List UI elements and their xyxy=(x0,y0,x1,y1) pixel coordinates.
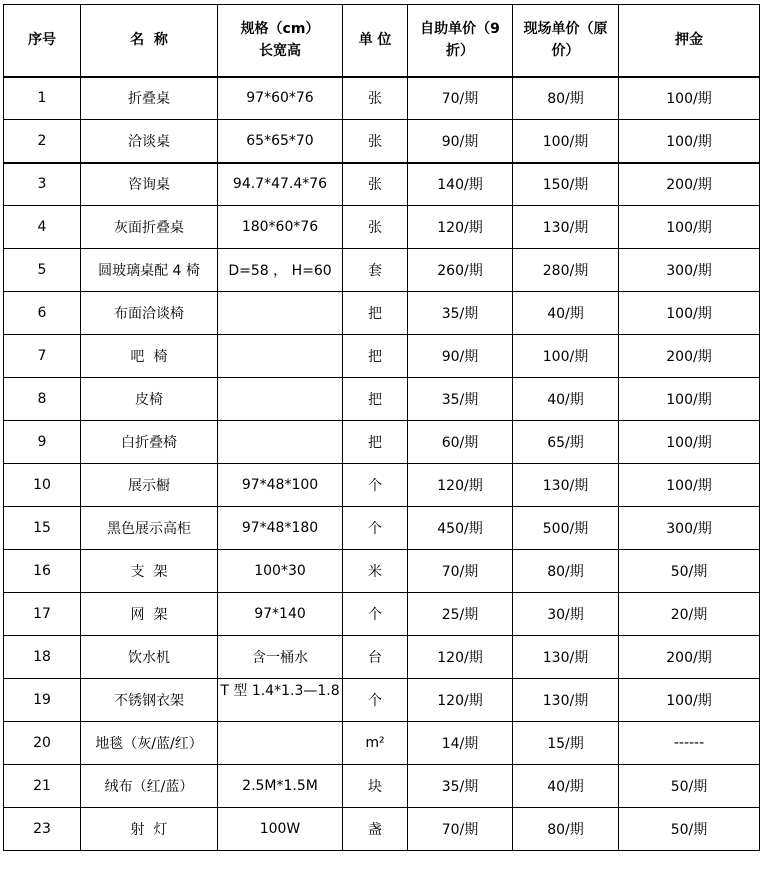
cell-name: 地毯（灰/蓝/红） xyxy=(81,722,218,765)
header-deposit: 押金 xyxy=(619,5,760,77)
cell-no: 2 xyxy=(4,120,81,163)
cell-onsite-price: 130/期 xyxy=(513,464,619,507)
cell-self-price: 120/期 xyxy=(408,464,513,507)
cell-self-price: 120/期 xyxy=(408,679,513,722)
cell-deposit: 100/期 xyxy=(619,378,760,421)
cell-deposit: 300/期 xyxy=(619,249,760,292)
cell-onsite-price: 40/期 xyxy=(513,292,619,335)
cell-self-price: 120/期 xyxy=(408,206,513,249)
table-row xyxy=(4,335,760,378)
cell-unit: 张 xyxy=(343,206,408,249)
cell-self-price: 60/期 xyxy=(408,421,513,464)
cell-onsite-price: 30/期 xyxy=(513,593,619,636)
cell-unit: 张 xyxy=(343,163,408,206)
cell-unit: 套 xyxy=(343,249,408,292)
cell-spec: 100*30 xyxy=(218,550,343,593)
table-row xyxy=(4,378,760,421)
cell-onsite-price: 65/期 xyxy=(513,421,619,464)
header-self-price: 自助单价（9折） xyxy=(408,5,513,77)
cell-unit: 张 xyxy=(343,77,408,120)
cell-deposit: 100/期 xyxy=(619,464,760,507)
cell-name: 圆玻璃桌配 4 椅 xyxy=(81,249,218,292)
cell-no: 17 xyxy=(4,593,81,636)
header-spec-line2: 长宽高 xyxy=(259,43,301,60)
cell-spec: 65*65*70 xyxy=(218,120,343,163)
cell-onsite-price: 100/期 xyxy=(513,335,619,378)
header-unit: 单 位 xyxy=(343,5,408,77)
cell-deposit: 50/期 xyxy=(619,808,760,851)
cell-onsite-price: 500/期 xyxy=(513,507,619,550)
cell-spec xyxy=(218,421,343,464)
cell-no: 6 xyxy=(4,292,81,335)
cell-no: 16 xyxy=(4,550,81,593)
cell-spec: 2.5M*1.5M xyxy=(218,765,343,808)
cell-self-price: 90/期 xyxy=(408,120,513,163)
table-row xyxy=(4,679,760,722)
cell-self-price: 70/期 xyxy=(408,550,513,593)
header-row xyxy=(4,5,760,77)
cell-onsite-price: 80/期 xyxy=(513,77,619,120)
cell-onsite-price: 130/期 xyxy=(513,636,619,679)
cell-name: 折叠桌 xyxy=(81,77,218,120)
cell-name: 展示橱 xyxy=(81,464,218,507)
cell-no: 4 xyxy=(4,206,81,249)
cell-deposit: 100/期 xyxy=(619,120,760,163)
cell-spec: 97*48*180 xyxy=(218,507,343,550)
cell-self-price: 35/期 xyxy=(408,765,513,808)
cell-unit: 个 xyxy=(343,593,408,636)
cell-spec: 94.7*47.4*76 xyxy=(218,163,343,206)
cell-spec: 含一桶水 xyxy=(218,636,343,679)
table-row xyxy=(4,722,760,765)
cell-no: 21 xyxy=(4,765,81,808)
cell-deposit: 300/期 xyxy=(619,507,760,550)
cell-name: 白折叠椅 xyxy=(81,421,218,464)
cell-name: 灰面折叠桌 xyxy=(81,206,218,249)
table-row xyxy=(4,765,760,808)
cell-spec: D=58 ， H=60 xyxy=(218,249,343,292)
cell-self-price: 14/期 xyxy=(408,722,513,765)
cell-deposit: 100/期 xyxy=(619,679,760,722)
cell-no: 8 xyxy=(4,378,81,421)
cell-name: 绒布（红/蓝） xyxy=(81,765,218,808)
cell-spec xyxy=(218,335,343,378)
header-spec xyxy=(218,5,343,77)
cell-spec xyxy=(218,292,343,335)
cell-onsite-price: 80/期 xyxy=(513,808,619,851)
cell-self-price: 70/期 xyxy=(408,77,513,120)
table-row xyxy=(4,292,760,335)
cell-self-price: 90/期 xyxy=(408,335,513,378)
cell-self-price: 35/期 xyxy=(408,292,513,335)
table-row xyxy=(4,636,760,679)
table-row xyxy=(4,206,760,249)
cell-deposit: 100/期 xyxy=(619,421,760,464)
table-row xyxy=(4,507,760,550)
cell-unit: 盏 xyxy=(343,808,408,851)
table-row xyxy=(4,808,760,851)
table-row xyxy=(4,421,760,464)
header-spec-line1: 规格（cm） xyxy=(240,21,320,38)
cell-no: 15 xyxy=(4,507,81,550)
cell-onsite-price: 15/期 xyxy=(513,722,619,765)
cell-deposit: 200/期 xyxy=(619,335,760,378)
cell-onsite-price: 100/期 xyxy=(513,120,619,163)
cell-unit: 把 xyxy=(343,378,408,421)
cell-onsite-price: 130/期 xyxy=(513,679,619,722)
cell-deposit: 100/期 xyxy=(619,77,760,120)
cell-onsite-price: 280/期 xyxy=(513,249,619,292)
cell-name: 黑色展示高柜 xyxy=(81,507,218,550)
cell-no: 19 xyxy=(4,679,81,722)
cell-onsite-price: 40/期 xyxy=(513,378,619,421)
cell-name: 网 架 xyxy=(81,593,218,636)
cell-self-price: 260/期 xyxy=(408,249,513,292)
table-row xyxy=(4,550,760,593)
rental-price-table xyxy=(3,4,760,851)
cell-no: 7 xyxy=(4,335,81,378)
cell-name: 饮水机 xyxy=(81,636,218,679)
table-row xyxy=(4,249,760,292)
cell-spec: 180*60*76 xyxy=(218,206,343,249)
cell-name: 不锈钢衣架 xyxy=(81,679,218,722)
header-name xyxy=(81,5,218,77)
cell-deposit: 100/期 xyxy=(619,292,760,335)
cell-deposit: 20/期 xyxy=(619,593,760,636)
cell-spec xyxy=(218,722,343,765)
cell-unit: m² xyxy=(343,722,408,765)
cell-spec xyxy=(218,679,343,722)
cell-no: 1 xyxy=(4,77,81,120)
cell-no: 5 xyxy=(4,249,81,292)
cell-name: 射 灯 xyxy=(81,808,218,851)
cell-self-price: 450/期 xyxy=(408,507,513,550)
cell-unit: 米 xyxy=(343,550,408,593)
cell-unit: 把 xyxy=(343,292,408,335)
cell-onsite-price: 130/期 xyxy=(513,206,619,249)
cell-self-price: 140/期 xyxy=(408,163,513,206)
cell-spec xyxy=(218,378,343,421)
cell-unit: 个 xyxy=(343,464,408,507)
cell-deposit: 50/期 xyxy=(619,765,760,808)
cell-self-price: 120/期 xyxy=(408,636,513,679)
cell-spec: 97*48*100 xyxy=(218,464,343,507)
cell-deposit: 100/期 xyxy=(619,206,760,249)
header-onsite-price: 现场单价（原价） xyxy=(513,5,619,77)
cell-name: 咨询桌 xyxy=(81,163,218,206)
cell-unit: 把 xyxy=(343,421,408,464)
cell-deposit: 50/期 xyxy=(619,550,760,593)
cell-deposit: 200/期 xyxy=(619,636,760,679)
cell-name: 皮椅 xyxy=(81,378,218,421)
cell-no: 23 xyxy=(4,808,81,851)
cell-onsite-price: 40/期 xyxy=(513,765,619,808)
cell-unit: 个 xyxy=(343,679,408,722)
cell-no: 3 xyxy=(4,163,81,206)
cell-unit: 把 xyxy=(343,335,408,378)
cell-spec: 100W xyxy=(218,808,343,851)
cell-no: 10 xyxy=(4,464,81,507)
cell-deposit: 200/期 xyxy=(619,163,760,206)
table-row xyxy=(4,464,760,507)
header-no: 序号 xyxy=(4,5,81,77)
cell-spec: 97*140 xyxy=(218,593,343,636)
table-row xyxy=(4,163,760,206)
cell-unit: 台 xyxy=(343,636,408,679)
cell-name: 支 架 xyxy=(81,550,218,593)
cell-name: 洽谈桌 xyxy=(81,120,218,163)
cell-name: 吧 椅 xyxy=(81,335,218,378)
table-row xyxy=(4,593,760,636)
cell-spec: 97*60*76 xyxy=(218,77,343,120)
cell-onsite-price: 150/期 xyxy=(513,163,619,206)
cell-onsite-price: 80/期 xyxy=(513,550,619,593)
cell-deposit: ------ xyxy=(619,722,760,765)
cell-self-price: 25/期 xyxy=(408,593,513,636)
cell-unit: 个 xyxy=(343,507,408,550)
cell-spec-text: T 型 1.4*1.3—1.8 xyxy=(220,683,340,699)
cell-unit: 块 xyxy=(343,765,408,808)
table-row xyxy=(4,120,760,163)
cell-no: 20 xyxy=(4,722,81,765)
cell-no: 18 xyxy=(4,636,81,679)
cell-name: 布面洽谈椅 xyxy=(81,292,218,335)
table-row xyxy=(4,77,760,120)
cell-no: 9 xyxy=(4,421,81,464)
cell-self-price: 35/期 xyxy=(408,378,513,421)
header-name-text: 名 称 xyxy=(130,32,168,49)
cell-unit: 张 xyxy=(343,120,408,163)
cell-self-price: 70/期 xyxy=(408,808,513,851)
